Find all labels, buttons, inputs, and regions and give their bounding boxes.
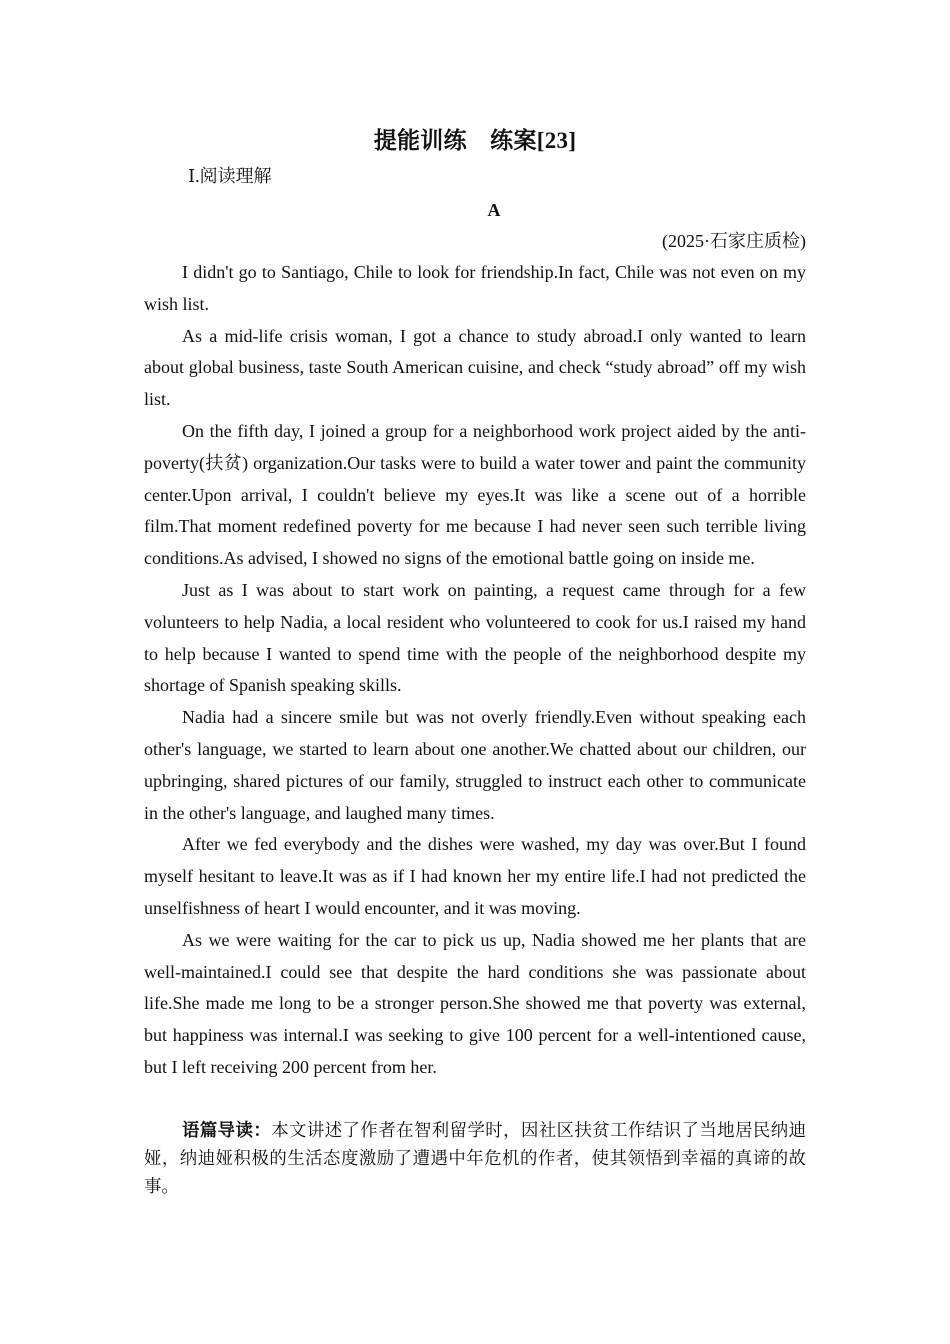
reading-guide-label: 语篇导读： — [182, 1121, 272, 1141]
passage-label: A — [487, 200, 501, 220]
passage-source: (2025·石家庄质检) — [662, 231, 806, 251]
passage-paragraph: Nadia had a sincere smile but was not overly friendly.Even without speaking each other's language, we started to learn about one another.We chatted about our children, our upbringing, shared pictures of our family, struggled to instruct each other to communicate in the other's language, and laughed many times. — [144, 707, 806, 823]
reading-guide — [144, 1117, 806, 1201]
passage-paragraph: As a mid-life crisis woman, I got a chance to study abroad.I only wanted to learn about global business, taste South American cuisine, and check “study abroad” off my wish list. — [144, 325, 806, 410]
section-heading: Ⅰ.阅读理解 — [188, 166, 272, 186]
page-title: 提能训练 练案[23] — [373, 128, 577, 153]
passage-paragraph: On the fifth day, I joined a group for a neighborhood work project aided by the anti-poverty(扶贫) organization.Our tasks were to build a water tower and paint the community center.Upon arrival, I couldn't believe my eyes.It was like a scene out of a horrible film.That moment redefined poverty for me because I had never seen such terrible living conditions.As advised, I showed no signs of the emotional battle going on inside me. — [144, 420, 806, 569]
passage-paragraph: I didn't go to Santiago, Chile to look for friendship.In fact, Chile was not even on my wish list. — [144, 262, 806, 314]
passage-paragraph: After we fed everybody and the dishes were washed, my day was over.But I found myself hesitant to leave.It was as if I had known her my entire life.I had not predicted the unselfishness of heart I would encounter, and it was moving. — [144, 834, 806, 918]
passage-body — [144, 257, 806, 1084]
passage-paragraph: As we were waiting for the car to pick us up, Nadia showed me her plants that are well-maintained.I could see that despite the hard conditions she was passionate about life.She made me long to be a stronger person.She showed me that poverty was external, but happiness was internal.I was seeking to give 100 percent for a well-intentioned cause, but I left receiving 200 percent from her. — [144, 929, 806, 1077]
reading-guide-text: 本文讲述了作者在智利留学时，因社区扶贫工作结识了当地居民纳迪娅，纳迪娅积极的生活态度激励了遭遇中年危机的作者，使其领悟到幸福的真谛的故事。 — [144, 1121, 806, 1197]
passage-paragraph: Just as I was about to start work on painting, a request came through for a few volunteers to help Nadia, a local resident who volunteered to cook for us.I raised my hand to help because I wanted to spend time with the people of the neighborhood despite my shortage of Spanish speaking skills. — [144, 579, 806, 696]
